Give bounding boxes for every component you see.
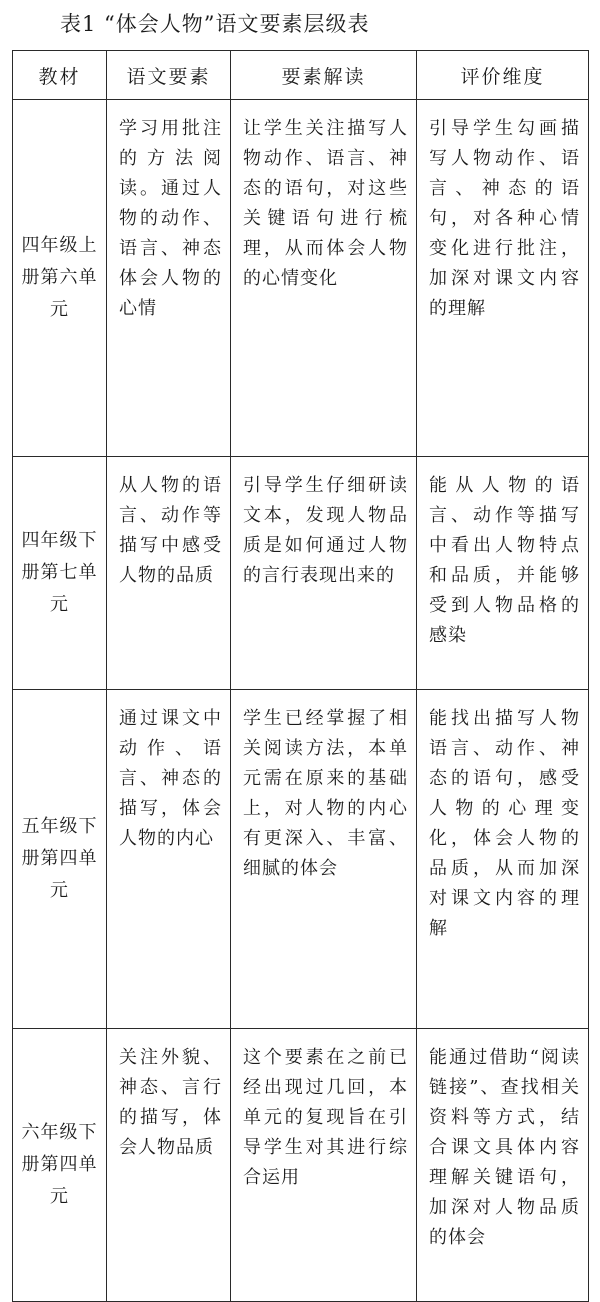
table-row bbox=[13, 457, 589, 690]
cell-evaluation: 能找出描写人物语言、动作、神态的语句，感受人物的心理变化，体会人物的品质，从而加深对课文内容的理解 bbox=[417, 690, 589, 1029]
table-header-row bbox=[13, 51, 589, 100]
cell-textbook: 四年级下册第七单元 bbox=[13, 457, 107, 690]
cell-textbook: 六年级下册第四单元 bbox=[13, 1029, 107, 1302]
cell-textbook: 四年级上册第六单元 bbox=[13, 100, 107, 457]
cell-element: 关注外貌、神态、言行的描写，体会人物品质 bbox=[107, 1029, 231, 1302]
cell-element: 学习用批注的方法阅读。通过人物的动作、语言、神态体会人物的心情 bbox=[107, 100, 231, 457]
header-textbook: 教材 bbox=[13, 51, 107, 100]
header-element: 语文要素 bbox=[107, 51, 231, 100]
language-element-level-table bbox=[12, 50, 589, 1302]
table-row bbox=[13, 100, 589, 457]
cell-element: 从人物的语言、动作等描写中感受人物的品质 bbox=[107, 457, 231, 690]
cell-interpretation: 让学生关注描写人物动作、语言、神态的语句，对这些关键语句进行梳理，从而体会人物的心情变化 bbox=[231, 100, 417, 457]
header-interpretation: 要素解读 bbox=[231, 51, 417, 100]
cell-element: 通过课文中动作、语言、神态的描写，体会人物的内心 bbox=[107, 690, 231, 1029]
cell-interpretation: 引导学生仔细研读文本，发现人物品质是如何通过人物的言行表现出来的 bbox=[231, 457, 417, 690]
header-evaluation: 评价维度 bbox=[417, 51, 589, 100]
table-caption: 表1 “体会人物”语文要素层级表 bbox=[60, 12, 370, 36]
cell-interpretation: 这个要素在之前已经出现过几回，本单元的复现旨在引导学生对其进行综合运用 bbox=[231, 1029, 417, 1302]
cell-evaluation: 能通过借助“阅读链接”、查找相关资料等方式，结合课文具体内容理解关键语句，加深对人物品质的体会 bbox=[417, 1029, 589, 1302]
table-row bbox=[13, 690, 589, 1029]
cell-textbook: 五年级下册第四单元 bbox=[13, 690, 107, 1029]
table-row bbox=[13, 1029, 589, 1302]
cell-evaluation: 引导学生勾画描写人物动作、语言、神态的语句，对各种心情变化进行批注，加深对课文内容的理解 bbox=[417, 100, 589, 457]
cell-evaluation: 能从人物的语言、动作等描写中看出人物特点和品质，并能够受到人物品格的感染 bbox=[417, 457, 589, 690]
cell-interpretation: 学生已经掌握了相关阅读方法，本单元需在原来的基础上，对人物的内心有更深入、丰富、细腻的体会 bbox=[231, 690, 417, 1029]
